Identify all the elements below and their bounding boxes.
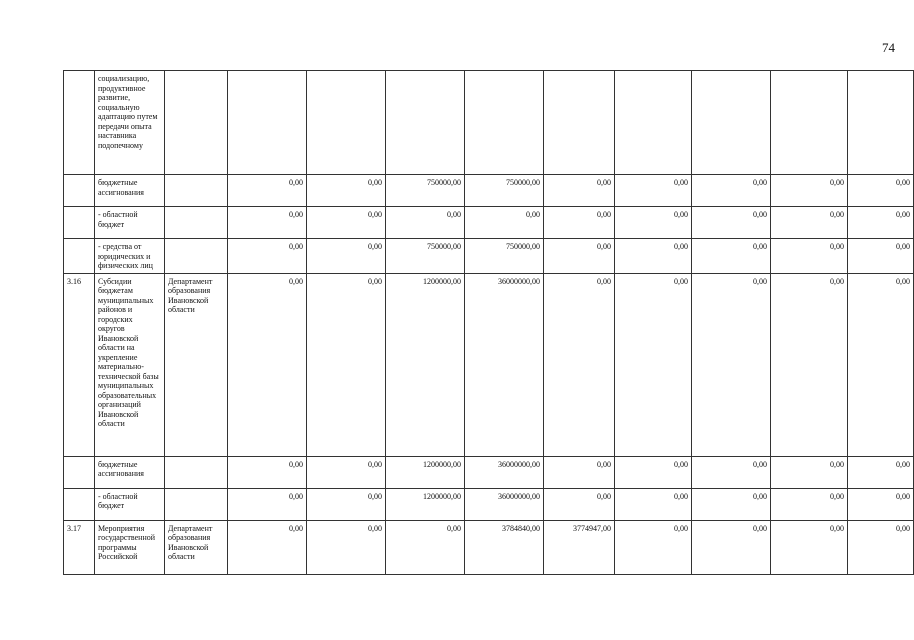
row-value-cell: 3774947,00 (544, 520, 615, 574)
row-code-cell (64, 175, 95, 207)
row-value-cell: 0,00 (692, 488, 771, 520)
row-value-cell: 0,00 (771, 456, 848, 488)
row-value-cell: 0,00 (544, 273, 615, 456)
row-code-cell: 3.16 (64, 273, 95, 456)
row-value-cell (465, 71, 544, 175)
row-executor-cell (165, 239, 228, 274)
table-row (64, 488, 914, 520)
row-value-cell: 0,00 (692, 239, 771, 274)
row-value-cell: 0,00 (307, 520, 386, 574)
row-value-cell: 0,00 (615, 207, 692, 239)
row-value-cell (771, 71, 848, 175)
row-name-cell: - областной бюджет (95, 207, 165, 239)
row-value-cell: 0,00 (692, 207, 771, 239)
row-code-cell (64, 207, 95, 239)
row-value-cell: 0,00 (544, 239, 615, 274)
row-value-cell: 750000,00 (465, 239, 544, 274)
table-row (64, 273, 914, 456)
row-value-cell: 0,00 (848, 239, 914, 274)
row-value-cell: 0,00 (615, 488, 692, 520)
row-value-cell (544, 71, 615, 175)
row-executor-cell: Департамент образования Ивановской области (165, 520, 228, 574)
row-code-cell (64, 456, 95, 488)
row-value-cell: 0,00 (692, 175, 771, 207)
row-executor-cell (165, 175, 228, 207)
row-value-cell: 0,00 (615, 520, 692, 574)
row-value-cell: 0,00 (307, 488, 386, 520)
row-value-cell: 750000,00 (386, 175, 465, 207)
row-name-cell: социализацию, продуктивное развитие, социальную адаптацию путем передачи опыта наставника подопечному (95, 71, 165, 175)
row-value-cell: 0,00 (228, 273, 307, 456)
row-value-cell: 0,00 (228, 175, 307, 207)
budget-table (63, 70, 914, 575)
row-value-cell: 0,00 (544, 456, 615, 488)
row-executor-cell (165, 488, 228, 520)
row-executor-cell: Департамент образования Ивановской области (165, 273, 228, 456)
row-value-cell: 3784840,00 (465, 520, 544, 574)
row-name-cell: бюджетные ассигнования (95, 175, 165, 207)
row-value-cell: 0,00 (771, 239, 848, 274)
row-value-cell: 0,00 (386, 520, 465, 574)
row-value-cell: 0,00 (228, 488, 307, 520)
row-code-cell (64, 239, 95, 274)
row-value-cell: 0,00 (615, 273, 692, 456)
row-value-cell: 0,00 (386, 207, 465, 239)
row-value-cell: 1200000,00 (386, 456, 465, 488)
row-value-cell: 750000,00 (386, 239, 465, 274)
row-code-cell (64, 488, 95, 520)
row-value-cell: 0,00 (544, 488, 615, 520)
row-value-cell: 0,00 (615, 175, 692, 207)
page-number: 74 (882, 40, 895, 55)
row-value-cell: 0,00 (615, 239, 692, 274)
row-value-cell: 1200000,00 (386, 488, 465, 520)
row-value-cell: 0,00 (771, 207, 848, 239)
row-value-cell: 0,00 (544, 175, 615, 207)
row-value-cell: 0,00 (848, 520, 914, 574)
row-value-cell: 36000000,00 (465, 273, 544, 456)
row-value-cell: 0,00 (615, 456, 692, 488)
row-value-cell: 0,00 (307, 239, 386, 274)
row-name-cell: Мероприятия государственной программы Российской (95, 520, 165, 574)
row-value-cell: 0,00 (692, 456, 771, 488)
row-value-cell (848, 71, 914, 175)
row-value-cell: 0,00 (228, 207, 307, 239)
row-value-cell: 36000000,00 (465, 488, 544, 520)
row-value-cell: 0,00 (307, 175, 386, 207)
row-name-cell: - средства от юридических и физических лиц (95, 239, 165, 274)
table-row (64, 71, 914, 175)
row-value-cell (386, 71, 465, 175)
table-row (64, 456, 914, 488)
row-value-cell: 0,00 (848, 273, 914, 456)
row-value-cell (307, 71, 386, 175)
row-name-cell: Субсидии бюджетам муниципальных районов и городских округов Ивановской области на укрепление материально-технической базы муниципальных образовательных организаций Ивановской области (95, 273, 165, 456)
row-value-cell: 0,00 (307, 456, 386, 488)
row-value-cell: 1200000,00 (386, 273, 465, 456)
row-value-cell: 0,00 (848, 175, 914, 207)
table-row (64, 239, 914, 274)
row-value-cell: 0,00 (771, 273, 848, 456)
row-value-cell: 36000000,00 (465, 456, 544, 488)
row-value-cell: 0,00 (228, 456, 307, 488)
row-value-cell: 0,00 (228, 239, 307, 274)
row-value-cell: 0,00 (465, 207, 544, 239)
row-value-cell: 0,00 (692, 520, 771, 574)
row-value-cell: 750000,00 (465, 175, 544, 207)
row-executor-cell (165, 456, 228, 488)
row-executor-cell (165, 207, 228, 239)
row-executor-cell (165, 71, 228, 175)
row-value-cell: 0,00 (848, 207, 914, 239)
row-name-cell: бюджетные ассигнования (95, 456, 165, 488)
row-value-cell: 0,00 (228, 520, 307, 574)
row-value-cell: 0,00 (307, 207, 386, 239)
row-value-cell (228, 71, 307, 175)
row-value-cell: 0,00 (771, 175, 848, 207)
row-value-cell: 0,00 (848, 488, 914, 520)
table-row (64, 207, 914, 239)
row-name-cell: - областной бюджет (95, 488, 165, 520)
table-row (64, 175, 914, 207)
row-value-cell (692, 71, 771, 175)
table-row (64, 520, 914, 574)
row-code-cell: 3.17 (64, 520, 95, 574)
row-value-cell: 0,00 (307, 273, 386, 456)
row-value-cell: 0,00 (544, 207, 615, 239)
row-value-cell: 0,00 (692, 273, 771, 456)
row-value-cell (615, 71, 692, 175)
row-code-cell (64, 71, 95, 175)
row-value-cell: 0,00 (771, 488, 848, 520)
row-value-cell: 0,00 (771, 520, 848, 574)
row-value-cell: 0,00 (848, 456, 914, 488)
